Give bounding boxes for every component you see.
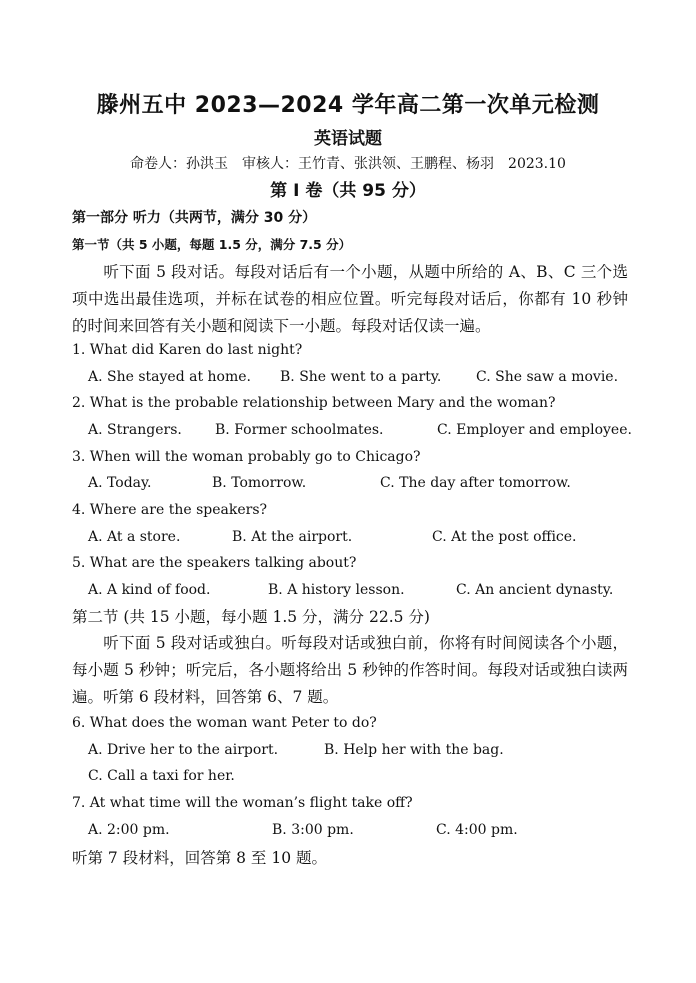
question-7-option-a[interactable]: A. 2:00 pm. <box>88 822 170 838</box>
question-7: 7. At what time will the woman’s flight take off? <box>72 795 413 811</box>
exam-authors: 命卷人：孙洪玉 审核人：王竹青、张洪领、王鹏程、杨羽 2023.10 <box>130 156 566 172</box>
question-3-option-a[interactable]: A. Today. <box>88 475 152 491</box>
section1-instructions <box>72 259 628 340</box>
volume-heading: 第 I 卷（共 95 分） <box>270 181 426 201</box>
question-7-option-b[interactable]: B. 3:00 pm. <box>272 822 354 838</box>
question-6-option-b[interactable]: B. Help her with the bag. <box>324 742 504 758</box>
section1-heading: 第一节（共 5 小题，每题 1.5 分，满分 7.5 分） <box>72 237 352 252</box>
question-5-option-a[interactable]: A. A kind of food. <box>88 582 211 598</box>
question-1: 1. What did Karen do last night? <box>72 342 303 358</box>
question-7-option-c[interactable]: C. 4:00 pm. <box>436 822 518 838</box>
question-6-option-c[interactable]: C. Call a taxi for her. <box>88 768 235 784</box>
part1-heading: 第一部分 听力（共两节，满分 30 分） <box>72 210 317 226</box>
question-1-option-a[interactable]: A. She stayed at home. <box>88 369 251 385</box>
question-4-option-a[interactable]: A. At a store. <box>88 529 181 545</box>
question-5-option-b[interactable]: B. A history lesson. <box>268 582 405 598</box>
question-6: 6. What does the woman want Peter to do? <box>72 715 377 731</box>
question-3-option-b[interactable]: B. Tomorrow. <box>212 475 307 491</box>
question-5: 5. What are the speakers talking about? <box>72 555 357 571</box>
question-6-option-a[interactable]: A. Drive her to the airport. <box>88 742 279 758</box>
section2-instructions <box>72 630 628 711</box>
exam-subtitle: 英语试题 <box>314 129 382 149</box>
question-2-option-b[interactable]: B. Former schoolmates. <box>215 422 384 438</box>
listen-material-7-instruction: 听第 7 段材料，回答第 8 至 10 题。 <box>72 849 328 867</box>
section2-instructions-text: 听下面 5 段对话或独白。听每段对话或独白前，你将有时间阅读各个小题，每小题 5 秒钟；听完后，各小题将给出 5 秒钟的作答时间。每段对话或独白读两遍。听第 6 段材料，回答第 6、7 题。 <box>72 634 628 706</box>
question-3-option-c[interactable]: C. The day after tomorrow. <box>380 475 571 491</box>
exam-title: 滕州五中 2023—2024 学年高二第一次单元检测 <box>96 93 600 118</box>
question-4: 4. Where are the speakers? <box>72 502 268 518</box>
section2-heading: 第二节 (共 15 小题，每小题 1.5 分，满分 22.5 分) <box>72 608 430 626</box>
question-1-option-c[interactable]: C. She saw a movie. <box>476 369 619 385</box>
section1-instructions-text: 听下面 5 段对话。每段对话后有一个小题，从题中所给的 A、B、C 三个选项中选出最佳选项，并标在试卷的相应位置。听完每段对话后，你都有 10 秒钟的时间来回答有关小题和阅读下一小题。每段对话仅读一遍。 <box>72 263 628 335</box>
question-5-option-c[interactable]: C. An ancient dynasty. <box>456 582 614 598</box>
question-1-option-b[interactable]: B. She went to a party. <box>280 369 442 385</box>
question-2-option-a[interactable]: A. Strangers. <box>88 422 182 438</box>
question-2-option-c[interactable]: C. Employer and employee. <box>437 422 632 438</box>
question-4-option-c[interactable]: C. At the post office. <box>432 529 577 545</box>
question-2: 2. What is the probable relationship between Mary and the woman? <box>72 395 556 411</box>
question-3: 3. When will the woman probably go to Chicago? <box>72 449 421 465</box>
question-4-option-b[interactable]: B. At the airport. <box>232 529 353 545</box>
